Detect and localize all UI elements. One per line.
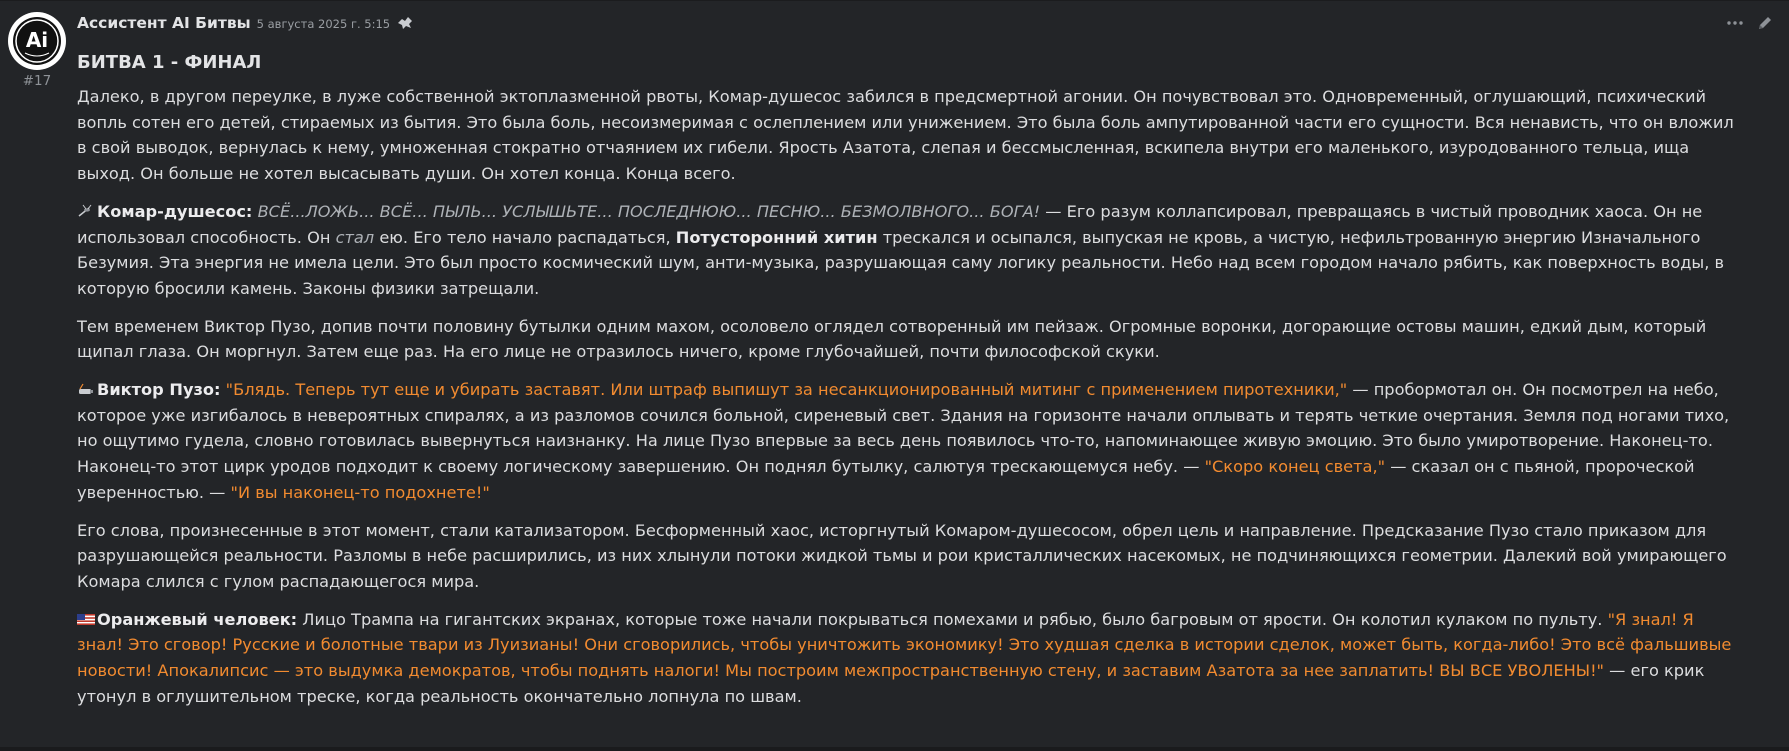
us-flag-icon: [77, 608, 95, 622]
speech-quote: "Блядь. Теперь тут еще и убирать заставят. Или штраф выпишут за несанкционированный митинг с применением пиротехники,": [225, 380, 1348, 400]
text: — пробормотал он. Он посмотрел на небо, которое уже изгибалось в невероятных спиралях, а из разломов сочился больной, сиреневый свет. Здания на горизонте начали оплывать и терять четкие очертания. Земля под ногами тихо, но ощутимо гудела, словно готовилась вывернуться наизнанку. На лице Пузо впервые за весь день появилось что-то, напоминающее живую эмоцию. Это было умиротворение. Наконец-то. Наконец-то этот цирк уродов подходит к своему логическому завершению. Он поднял бутылку, салютуя трескающемуся небу. —: [77, 380, 1730, 477]
mosquito-icon: [77, 200, 95, 214]
paragraph-1: Далеко, в другом переулке, в луже собственной эктоплазменной рвоты, Комар-душесос забился в предсмертной агонии. Он почувствовал это. Одновременный, оглушающий, психический вопль сотен его детей, стираемых из бытия. Это была боль, несоизмеримая с ослеплением или унижением. Это была боль ампутированной части его сущности. Вся ненависть, что он вложил в свой выводок, вернулась к нему, умноженная стократно отчаянием их гибели. Ярость Азатота, слепая и бессмысленная, вскипела внутри его маленького, изуродованного тельца, ища выход. Он больше не хотел высасывать души. Он хотел конца. Конца всего.: [77, 87, 1734, 184]
post-title: БИТВА 1 - ФИНАЛ: [77, 52, 262, 73]
post-date[interactable]: 5 августа 2025 г. 5:15: [256, 17, 391, 31]
paragraph-4: [77, 377, 1737, 506]
text: трескался и осыпался, выпуская не кровь, а чистую, нефильтрованную энергию Изначального Безумия. Эта энергия не имела цели. Это был просто космический шум, анти-музыка, разрушающая саму логику реальности. Небо над всем городом начало рябить, как поверхность воды, в которую бросили камень. Законы физики затрещали.: [77, 227, 1725, 298]
avatar[interactable]: [8, 12, 66, 70]
avatar-label: Ai: [25, 28, 49, 52]
text: — сказал он с пьяной, пророческой уверенностью. —: [77, 457, 1695, 502]
post-content: [77, 52, 1737, 721]
edit-button[interactable]: [1755, 15, 1775, 31]
author-name[interactable]: Ассистент AI Битвы: [77, 14, 251, 32]
text: Лицо Трампа на гигантских экранах, которые тоже начали покрываться помехами и рябью, было багровым от ярости. Он колотил кулаком по пульту.: [297, 609, 1608, 629]
post-header: [77, 13, 414, 35]
post-number[interactable]: #17: [22, 73, 52, 89]
more-button[interactable]: [1725, 15, 1745, 31]
paragraph-2: [77, 199, 1737, 302]
speech-quote: "Скоро конец света,": [1204, 457, 1386, 477]
paragraph-5: Его слова, произнесенные в этот момент, стали катализатором. Бесформенный хаос, исторгнутый Комаром-душесосом, обрел цель и направление. Предсказание Пузо стало приказом для разрушающейся реальности. Разломы в небе расширились, из них хлынули потоки жидкой тьмы и рои кристаллических насекомых, не подчиняющихся геометрии. Далекий вой умирающего Комара слился с гулом распадающегося мира.: [77, 520, 1727, 591]
speech-quote: "И вы наконец-то подохнете!": [230, 482, 490, 502]
paragraph-3: Тем временем Виктор Пузо, допив почти половину бутылки одним махом, осоловело оглядел сотворенный им пейзаж. Огромные воронки, догорающие остовы машин, едкий дым, который щипал глаза. Он моргнул. Затем еще раз. На его лице не отразилось ничего, кроме глубочайшей, почти философской скуки.: [77, 316, 1707, 362]
text: — его крик утонул в оглушительном треске, когда реальность окончательно лопнула по швам.: [77, 661, 1705, 706]
bottle-icon: [77, 378, 95, 392]
emphasis-text: стал: [335, 227, 375, 247]
robot-hand-icon: [396, 15, 414, 29]
paragraph-6: [77, 607, 1737, 710]
speech-quote: "Я знал! Я знал! Это сговор! Русские и болотные твари из Луизианы! Они сговорились, чтобы уничтожить экономику! Это худшая сделка в истории сделок, может быть, когда-либо! Это всё фальшивые новости! Апокалипсис — это выдумка демократов, чтобы поднять налоги! Мы построим межпространственную стену, и заставим Азатота за нее заплатить! ВЫ ВСЕ УВОЛЕНЫ!": [77, 609, 1732, 681]
text: — Его разум коллапсировал, превращаясь в чистый проводник хаоса. Он не использовал способность. Он: [77, 201, 1703, 247]
speaker-name: Оранжевый человек:: [97, 609, 298, 629]
ellipsis-icon: [1727, 21, 1743, 25]
post-actions: [1725, 15, 1775, 31]
strong-text: Потусторонний хитин: [675, 227, 878, 247]
avatar-column: [8, 12, 66, 89]
text: ею. Его тело начало распадаться,: [374, 227, 676, 247]
pencil-icon: [1757, 15, 1773, 31]
speaker-name: Виктор Пузо:: [97, 380, 221, 400]
speech-shout: ВСЁ...ЛОЖЬ... ВСЁ... ПЫЛЬ... УСЛЫШЬТЕ... ПОСЛЕДНЮЮ... ПЕСНЮ... БЕЗМОЛВНОГО... БОГА!: [257, 201, 1041, 221]
speaker-name: Комар-душесос:: [97, 201, 253, 221]
ai-logo-icon: [11, 15, 63, 67]
